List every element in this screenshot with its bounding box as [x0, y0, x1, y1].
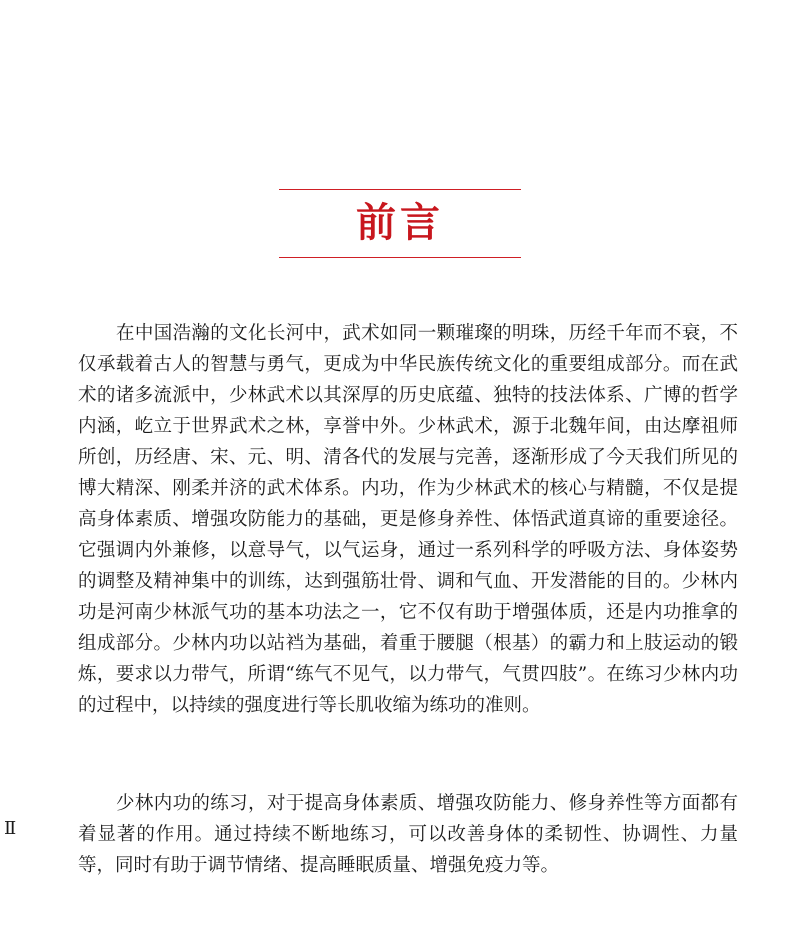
title-rule-bottom	[279, 257, 521, 258]
paragraph-1: 在中国浩瀚的文化长河中，武术如同一颗璀璨的明珠，历经千年而不衰，不仅承载着古人的智慧与勇气，更成为中华民族传统文化的重要组成部分。而在武术的诸多流派中，少林武术以其深厚的历史底蕴、独特的技法体系、广博的哲学内涵，屹立于世界武术之林，享誉中外。少林武术，源于北魏年间，由达摩祖师所创，历经唐、宋、元、明、清各代的发展与完善，逐渐形成了今天我们所见的博大精深、刚柔并济的武术体系。内功，作为少林武术的核心与精髓，不仅是提高身体素质、增强攻防能力的基础，更是修身养性、体悟武道真谛的重要途径。它强调内外兼修，以意导气，以气运身，通过一系列科学的呼吸方法、身体姿势的调整及精神集中的训练，达到强筋壮骨、调和气血、开发潜能的目的。少林内功是河南少林派气功的基本功法之一，它不仅有助于增强体质，还是内功推拿的组成部分。少林内功以站裆为基础，着重于腰腿（根基）的霸力和上肢运动的锻炼，要求以力带气，所谓“练气不见气，以力带气，气贯四肢”。在练习少林内功的过程中，以持续的强度进行等长肌收缩为练功的准则。	[78, 323, 738, 716]
page-title: 前言	[356, 199, 444, 246]
title-rule-top	[279, 189, 521, 190]
paragraph-2: 少林内功的练习，对于提高身体素质、增强攻防能力、修身养性等方面都有着显著的作用。通过持续不断地练习，可以改善身体的柔韧性、协调性、力量等，同时有助于调节情绪、提高睡眠质量、增强免疫力等。	[78, 793, 738, 876]
page-number: Ⅱ	[4, 818, 17, 839]
